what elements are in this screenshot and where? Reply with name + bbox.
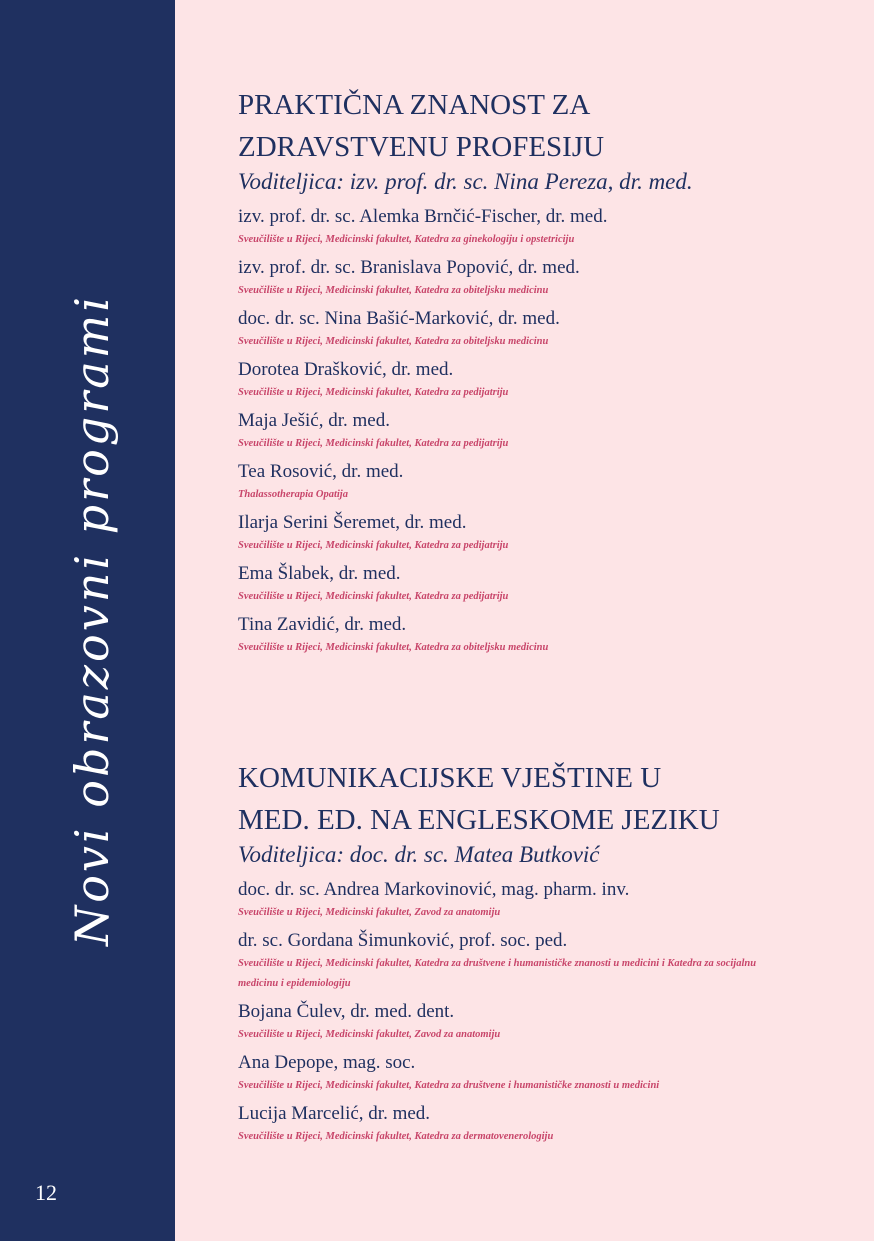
member-name: doc. dr. sc. Andrea Markovinović, mag. pharm. inv. xyxy=(238,879,630,900)
member-item xyxy=(238,1050,838,1096)
member-affiliation: Sveučilište u Rijeci, Medicinski fakultet, Katedra za dermatovenerologiju xyxy=(238,1131,554,1142)
section-leader: Voditeljica: izv. prof. dr. sc. Nina Pereza, dr. med. xyxy=(238,169,693,194)
member-list xyxy=(238,204,838,658)
section-title xyxy=(238,84,838,168)
section-practical-science xyxy=(238,84,838,663)
member-affiliation: Sveučilište u Rijeci, Medicinski fakultet, Katedra za pedijatriju xyxy=(238,591,509,602)
section-leader: Voditeljica: doc. dr. sc. Matea Butković xyxy=(238,842,600,867)
member-item xyxy=(238,357,838,403)
page-number: 12 xyxy=(35,1180,57,1205)
member-item xyxy=(238,408,838,454)
sidebar xyxy=(0,0,175,1241)
section-communication-skills xyxy=(238,757,838,1152)
member-item xyxy=(238,877,838,923)
member-item xyxy=(238,612,838,658)
section-title-line2: ZDRAVSTVENU PROFESIJU xyxy=(238,131,605,163)
section-title-line1: KOMUNIKACIJSKE VJEŠTINE U xyxy=(238,762,662,794)
member-affiliation: Sveučilište u Rijeci, Medicinski fakultet, Zavod za anatomiju xyxy=(238,907,501,918)
member-affiliation: Sveučilište u Rijeci, Medicinski fakultet, Katedra za pedijatriju xyxy=(238,540,509,551)
member-item xyxy=(238,459,838,505)
member-list xyxy=(238,877,838,1147)
member-name: Maja Ješić, dr. med. xyxy=(238,410,390,431)
section-title xyxy=(238,757,838,841)
member-name: Lucija Marcelić, dr. med. xyxy=(238,1103,431,1124)
member-affiliation: Sveučilište u Rijeci, Medicinski fakultet, Zavod za anatomiju xyxy=(238,1029,501,1040)
member-affiliation: Sveučilište u Rijeci, Medicinski fakultet, Katedra za društvene i humanističke znanosti u medicini xyxy=(238,1080,660,1091)
member-name: Ilarja Serini Šeremet, dr. med. xyxy=(238,512,467,533)
member-affiliation: Sveučilište u Rijeci, Medicinski fakultet, Katedra za ginekologiju i opstetriciju xyxy=(238,234,575,245)
member-item xyxy=(238,204,838,250)
member-name: Ema Šlabek, dr. med. xyxy=(238,563,401,584)
section-title-line1: PRAKTIČNA ZNANOST ZA xyxy=(238,89,591,121)
member-affiliation: Thalassotherapia Opatija xyxy=(238,489,348,500)
member-affiliation: Sveučilište u Rijeci, Medicinski fakultet, Katedra za pedijatriju xyxy=(238,438,509,449)
member-affiliation: Sveučilište u Rijeci, Medicinski fakultet, Katedra za društvene i humanističke znanosti u medicini i Katedra za socijalnu medicinu i epidemiologiju xyxy=(238,958,757,989)
member-item xyxy=(238,255,838,301)
member-item xyxy=(238,306,838,352)
member-item xyxy=(238,999,838,1045)
member-name: izv. prof. dr. sc. Alemka Brnčić-Fischer, dr. med. xyxy=(238,206,608,227)
member-name: Ana Depope, mag. soc. xyxy=(238,1052,416,1073)
member-name: Bojana Čulev, dr. med. dent. xyxy=(238,1001,455,1022)
section-title-line2: MED. ED. NA ENGLESKOME JEZIKU xyxy=(238,804,720,836)
member-affiliation: Sveučilište u Rijeci, Medicinski fakultet, Katedra za obiteljsku medicinu xyxy=(238,285,549,296)
member-item xyxy=(238,1101,838,1147)
member-name: Tina Zavidić, dr. med. xyxy=(238,614,407,635)
member-name: Dorotea Drašković, dr. med. xyxy=(238,359,454,380)
member-item xyxy=(238,928,838,994)
vertical-title: Novi obrazovni programi xyxy=(65,293,119,947)
member-item xyxy=(238,510,838,556)
member-item xyxy=(238,561,838,607)
member-name: doc. dr. sc. Nina Bašić-Marković, dr. med. xyxy=(238,308,560,329)
member-name: Tea Rosović, dr. med. xyxy=(238,461,404,482)
member-affiliation: Sveučilište u Rijeci, Medicinski fakultet, Katedra za obiteljsku medicinu xyxy=(238,642,549,653)
member-affiliation: Sveučilište u Rijeci, Medicinski fakultet, Katedra za obiteljsku medicinu xyxy=(238,336,549,347)
member-name: izv. prof. dr. sc. Branislava Popović, dr. med. xyxy=(238,257,580,278)
member-affiliation: Sveučilište u Rijeci, Medicinski fakultet, Katedra za pedijatriju xyxy=(238,387,509,398)
member-name: dr. sc. Gordana Šimunković, prof. soc. ped. xyxy=(238,930,568,951)
